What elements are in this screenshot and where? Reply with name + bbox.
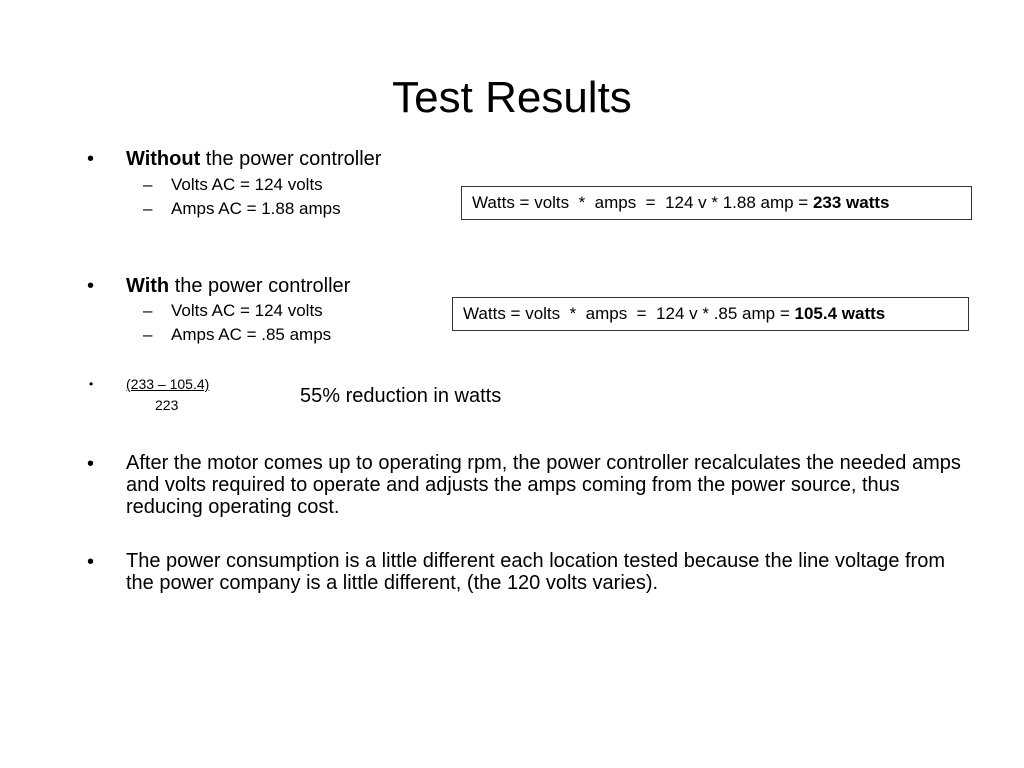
bullet-mark: • bbox=[87, 275, 95, 297]
without-heading-rest: the power controller bbox=[200, 148, 382, 170]
paragraph-line-voltage: The power consumption is a little different each location tested because the line voltage from the power company is a little different, (the 120 volts varies). bbox=[126, 550, 945, 594]
without-formula-result: 233 watts bbox=[812, 193, 890, 212]
without-volts: Volts AC = 124 volts bbox=[171, 175, 323, 194]
dash-mark: – bbox=[143, 325, 153, 344]
without-amps: Amps AC = 1.88 amps bbox=[171, 199, 341, 218]
reduction-label: 55% reduction in watts bbox=[300, 385, 502, 407]
with-heading bbox=[126, 274, 350, 298]
reduction-denominator: 223 bbox=[155, 397, 179, 413]
dash-mark: – bbox=[143, 301, 153, 320]
dash-mark: – bbox=[143, 199, 153, 218]
with-volts: Volts AC = 124 volts bbox=[171, 301, 323, 320]
reduction-numerator: (233 – 105.4) bbox=[126, 376, 210, 392]
with-amps: Amps AC = .85 amps bbox=[171, 325, 332, 344]
with-bold-label: With bbox=[126, 275, 170, 297]
paragraph-motor-rpm: After the motor comes up to operating rpm, the power controller recalculates the needed amps and volts required to operate and adjusts the amps coming from the power source, thus reducing operating cost. bbox=[126, 452, 961, 518]
without-formula-box bbox=[461, 186, 972, 220]
bullet-mark: • bbox=[87, 551, 95, 573]
bullet-mark: • bbox=[87, 453, 95, 475]
with-formula-result: 105.4 watts bbox=[794, 304, 886, 323]
with-formula-text: Watts = volts * amps = 124 v * .85 amp = bbox=[463, 304, 795, 323]
dash-mark: – bbox=[143, 175, 153, 194]
with-heading-rest: the power controller bbox=[169, 275, 351, 297]
bullet-mark: • bbox=[89, 377, 94, 391]
with-formula-box bbox=[452, 297, 969, 331]
without-formula-text: Watts = volts * amps = 124 v * 1.88 amp = bbox=[472, 193, 813, 212]
slide-title: Test Results bbox=[392, 73, 632, 122]
without-heading bbox=[126, 147, 381, 171]
bullet-mark: • bbox=[87, 148, 95, 170]
without-bold-label: Without bbox=[126, 148, 201, 170]
